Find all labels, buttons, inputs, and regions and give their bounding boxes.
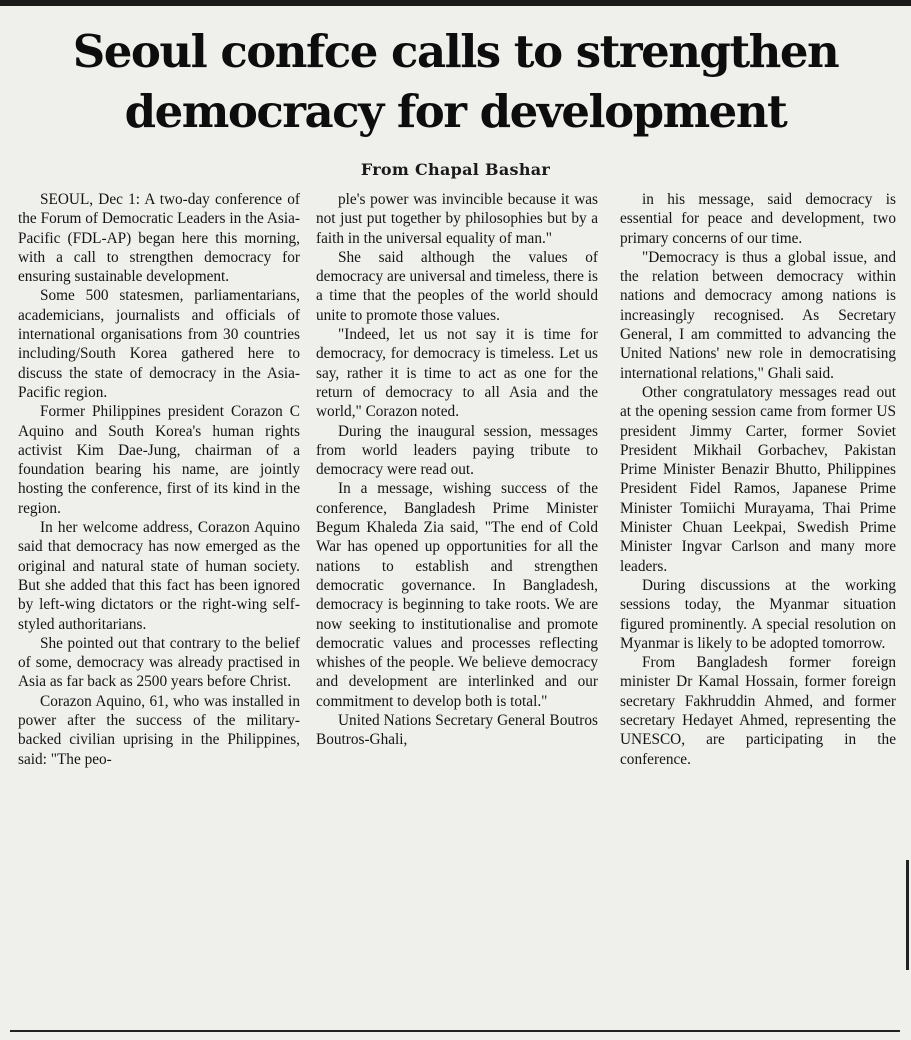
paragraph: During discussions at the working sessions today, the Myanmar situation figured prominently. A special resolution on Myanmar is likely to be adopted tomorrow.	[620, 576, 896, 652]
headline-line-2: democracy for development	[124, 85, 787, 138]
paragraph: in his message, said democracy is essential for peace and development, two primary concerns of our time.	[620, 191, 896, 247]
article-column-1	[18, 190, 300, 1020]
article-column-3	[620, 190, 896, 1020]
article-column-2	[316, 190, 598, 1020]
byline: From Chapal Bashar	[360, 160, 551, 179]
page-edge-mark	[906, 860, 909, 970]
paragraph: SEOUL, Dec 1: A two-day conference of the Forum of Democratic Leaders in the Asia-Pacific (FDL-AP) began here this morning, with a call to strengthen democracy for ensuring sustainable development.	[18, 191, 300, 286]
paragraph: "Democracy is thus a global issue, and the relation between democracy within nations and democracy among nations is increasingly recognised. As Secretary General, I am committed to advancing the United Nations' new role in democratising international relations," Ghali said.	[620, 248, 896, 382]
paragraph: From Bangladesh former foreign minister Dr Kamal Hossain, former foreign secretary Fakhruddin Ahmed, and former secretary Hedayet Ahmed, representing the UNESCO, are participating in the conference.	[620, 654, 896, 768]
paragraph: ple's power was invincible because it was not just put together by philosophies but by a faith in the universal equality of man."	[316, 191, 598, 247]
paragraph: During the inaugural session, messages from world leaders paying tribute to democracy were read out.	[316, 422, 598, 479]
headline-line-1: Seoul confce calls to strengthen	[72, 25, 839, 78]
paragraph: She pointed out that contrary to the belief of some, democracy was already practised in Asia as far back as 2500 years before Christ.	[18, 634, 300, 691]
paragraph: Some 500 statesmen, parliamentarians, academicians, journalists and officials of international organisations from 30 countries including/South Korea gathered here to discuss the state of democracy in the Asia-Pacific region.	[18, 287, 300, 401]
paragraph: United Nations Secretary General Boutros Boutros-Ghali,	[316, 712, 598, 749]
article-headline	[0, 22, 911, 142]
bottom-rule	[10, 1030, 900, 1032]
paragraph: She said although the values of democracy are universal and timeless, there is a time that the peoples of the world should unite to promote those values.	[316, 248, 598, 324]
paragraph: In a message, wishing success of the conference, Bangladesh Prime Minister Begum Khaleda Zia said, "The end of Cold War has opened up opportunities for all the nations to establish and strengthen democratic governance. In Bangladesh, democracy is beginning to take roots. We are now seeking to institutionalise and promote democratic values and processes reflecting whishes of the people. We believe democracy and development are interlinked and our commitment to develop both is total."	[316, 480, 598, 710]
masthead-strip	[0, 0, 911, 6]
paragraph: In her welcome address, Corazon Aquino said that democracy has now emerged as the original and natural state of human society. But she added that this fact has been ignored by left-wing dictators or the right-wing self-styled authoritarians.	[18, 519, 300, 633]
paragraph: Corazon Aquino, 61, who was installed in power after the success of the military-backed civilian uprising in the Philippines, said: "The peo-	[18, 692, 300, 768]
paragraph: "Indeed, let us not say it is time for democracy, for democracy is timeless. Let us say, rather it is time to act as one for the return of democracy to all Asia and the world," Corazon noted.	[316, 326, 598, 421]
paragraph: Former Philippines president Corazon C Aquino and South Korea's human rights activist Kim Dae-Jung, chairman of a foundation bearing his name, are jointly hosting the conference, first of its kind in the region.	[18, 403, 300, 517]
paragraph: Other congratulatory messages read out at the opening session came from former US president Jimmy Carter, former Soviet President Mikhail Gorbachev, Pakistan Prime Minister Benazir Bhutto, Philippines President Fidel Ramos, Japanese Prime Minister Tomiichi Murayama, Thai Prime Minister Chuan Leekpai, Swedish Prime Minister Ingvar Carlson and many more leaders.	[620, 383, 896, 575]
